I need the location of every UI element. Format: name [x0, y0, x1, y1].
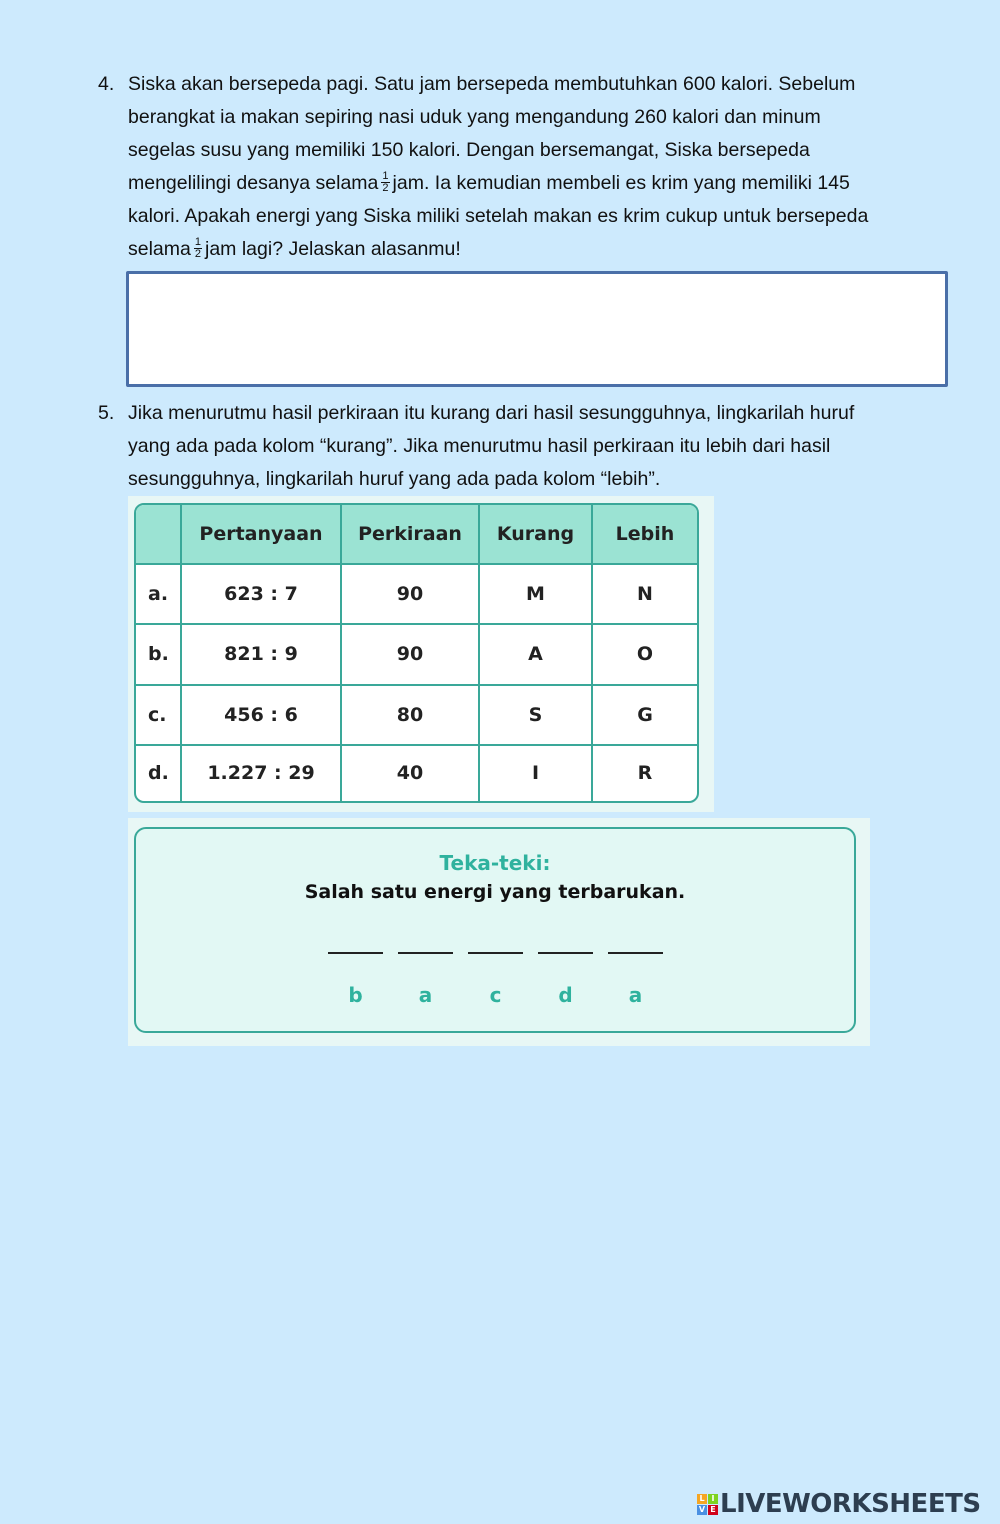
estimation-table-container: [128, 496, 714, 812]
question-4: [98, 68, 938, 266]
estimate-cell: 80: [342, 686, 480, 746]
estimate-cell: 40: [342, 746, 480, 801]
row-label: b.: [136, 625, 182, 685]
header-kurang: Kurang: [480, 505, 593, 565]
row-letter-a: a: [418, 983, 433, 1007]
table-row: [136, 746, 697, 801]
fraction-half: [194, 237, 202, 260]
puzzle-container: [128, 818, 870, 1046]
answer-input-box[interactable]: [126, 271, 948, 387]
row-letter-c: c: [489, 983, 502, 1007]
q4-line-1: Siska akan bersepeda pagi. Satu jam bersepeda membutuhkan 600 kalori. Sebelum: [128, 73, 856, 95]
logo-letter-l: L: [697, 1494, 707, 1504]
q5-line-3: sesungguhnya, lingkarilah huruf yang ada pada kolom “lebih”.: [128, 468, 661, 490]
logo-letter-v: V: [698, 1505, 706, 1514]
puzzle-subtitle: Salah satu energi yang terbarukan.: [304, 881, 686, 903]
question-5: [98, 397, 938, 496]
question-5-number: 5.: [98, 402, 115, 424]
kurang-letter[interactable]: S: [480, 686, 593, 746]
table-row: [136, 625, 697, 685]
kurang-letter[interactable]: I: [480, 746, 593, 801]
q4-line-5: kalori. Apakah energi yang Siska miliki setelah makan es krim cukup untuk bersepeda: [128, 205, 869, 227]
fraction-denominator: 2: [194, 248, 201, 261]
answer-blank-1[interactable]: [328, 952, 383, 954]
liveworksheets-logo-icon: [697, 1494, 718, 1515]
liveworksheets-brand: [697, 1490, 981, 1518]
q4-line-4-start: mengelilingi desanya selama: [128, 172, 379, 194]
kurang-letter[interactable]: A: [480, 625, 593, 685]
logo-letter-e: E: [708, 1505, 718, 1515]
question-5-text: [128, 397, 938, 496]
estimate-cell: 90: [342, 625, 480, 685]
table-header-row: [136, 505, 697, 565]
answer-blank-3[interactable]: [468, 952, 523, 954]
header-lebih: Lebih: [593, 505, 697, 565]
question-cell: 623 : 7: [182, 565, 342, 625]
lebih-letter[interactable]: O: [593, 625, 697, 685]
question-4-text: [128, 68, 938, 266]
header-pertanyaan: Pertanyaan: [182, 505, 342, 565]
fraction-numerator: 1: [194, 236, 201, 249]
row-label: c.: [136, 686, 182, 746]
brand-text: LIVEWORKSHEETS: [720, 1489, 981, 1519]
puzzle-title: Teka-teki:: [439, 851, 551, 875]
header-perkiraan: Perkiraan: [342, 505, 480, 565]
question-cell: 456 : 6: [182, 686, 342, 746]
q5-line-1: Jika menurutmu hasil perkiraan itu kurang dari hasil sesungguhnya, lingkarilah huruf: [128, 402, 855, 424]
q4-line-4-end: jam. Ia kemudian membeli es krim yang memiliki 145: [392, 172, 850, 194]
answer-blank-5[interactable]: [608, 952, 663, 954]
estimation-table: [134, 503, 699, 803]
q4-line-6: [128, 233, 938, 266]
logo-letter-i: I: [708, 1494, 718, 1504]
lebih-letter[interactable]: R: [637, 762, 653, 785]
fraction-numerator: 1: [382, 170, 389, 183]
puzzle-box: [134, 827, 856, 1033]
table-row: [136, 565, 697, 625]
q4-line-2: berangkat ia makan sepiring nasi uduk yang mengandung 260 kalori dan minum: [128, 106, 821, 128]
lebih-letter[interactable]: N: [593, 565, 697, 625]
answer-blank-2[interactable]: [398, 952, 453, 954]
fraction-half: [381, 171, 389, 194]
row-letter-d: d: [558, 983, 573, 1007]
row-letter-a-2: a: [628, 983, 643, 1007]
answer-blank-4[interactable]: [538, 952, 593, 954]
question-4-number: 4.: [98, 73, 115, 95]
table-row: [136, 686, 697, 746]
row-letter-b: b: [348, 983, 363, 1007]
estimate-cell: 90: [342, 565, 480, 625]
question-cell: 1.227 : 29: [182, 746, 342, 801]
q5-line-2: yang ada pada kolom “kurang”. Jika menurutmu hasil perkiraan itu lebih dari hasil: [128, 435, 831, 457]
q4-line-6-start: selama: [128, 238, 191, 260]
q4-line-6-end: jam lagi? Jelaskan alasanmu!: [205, 238, 461, 260]
row-label: a.: [136, 565, 182, 625]
kurang-letter[interactable]: M: [480, 565, 593, 625]
header-label: [136, 505, 182, 565]
question-cell: 821 : 9: [182, 625, 342, 685]
q4-line-4: [128, 167, 938, 200]
row-label: d.: [136, 746, 182, 801]
fraction-denominator: 2: [382, 182, 389, 195]
lebih-letter[interactable]: G: [593, 686, 697, 746]
q4-line-3: segelas susu yang memiliki 150 kalori. Dengan bersemangat, Siska bersepeda: [128, 139, 810, 161]
